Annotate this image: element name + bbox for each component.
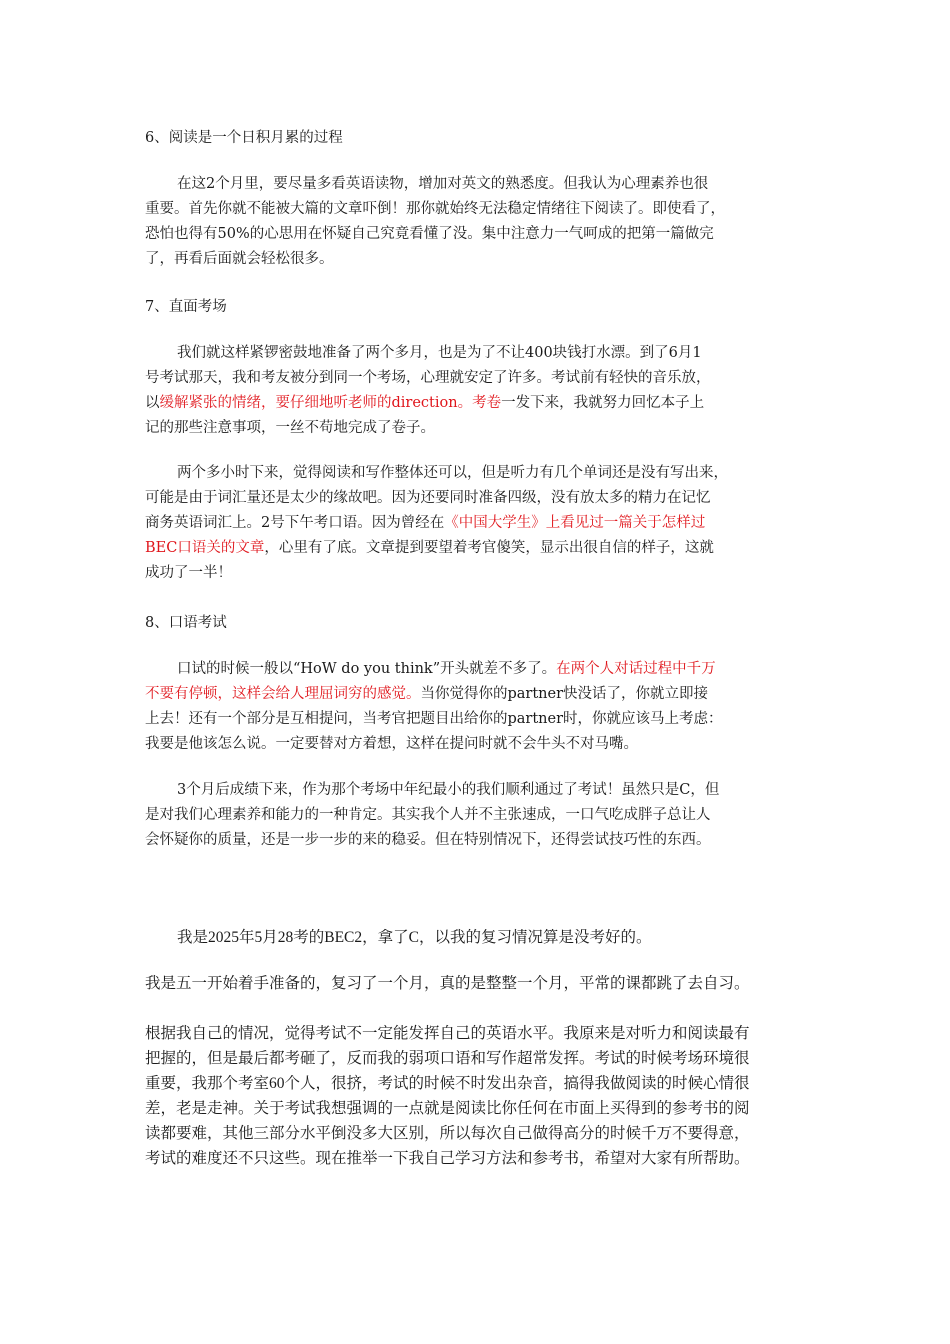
section-8-paragraph-1: [145, 657, 805, 757]
text-line: 我要是他该怎么说。一定要替对方着想，这样在提问时就不会牛头不对马嘴。: [145, 736, 638, 752]
text-line: 成功了一半！: [145, 565, 232, 581]
part-2-paragraph-2: [145, 971, 805, 996]
text-line: 根据我自己的情况，觉得考试不一定能发挥自己的英语水平。我原来是对听力和阅读最有: [145, 1025, 750, 1042]
text-line: [145, 511, 805, 536]
text-line: [145, 391, 805, 416]
text-line: 差，老是走神。关于考试我想强调的一点就是阅读比你任何在市面上买得到的参考书的阅: [145, 1100, 750, 1117]
text-run: ，心里有了底。文章提到要望着考官傻笑，显示出很自信的样子，这就: [264, 540, 714, 556]
text-line: 把握的，但是最后都考砸了，反而我的弱项口语和写作超常发挥。考试的时候考场环境很: [145, 1050, 750, 1067]
section-6-paragraph: [145, 172, 805, 272]
section-6-heading: 6、阅读是一个日积月累的过程: [145, 130, 343, 146]
text-run: 商务英语词汇上。2号下午考口语。因为曾经在: [145, 515, 445, 531]
text-line: 重要。首先你就不能被大篇的文章吓倒！那你就始终无法稳定情绪往下阅读了。即使看了，: [145, 201, 725, 217]
text-line: 上去！还有一个部分是互相提问，当考官把题目出给你的partner时，你就应该马上考虑：: [145, 711, 723, 727]
text-line: 在这2个月里，要尽量多看英语读物，增加对英文的熟悉度。但我认为心理素养也很: [177, 176, 709, 192]
highlighted-text: BEC口语关的文章: [145, 540, 265, 556]
section-8-heading: 8、口语考试: [145, 615, 227, 631]
highlighted-text: 缓解紧张的情绪，要仔细地听老师的direction。考卷: [159, 395, 502, 411]
text-run: 一发下来，我就努力回忆本子上: [501, 395, 705, 411]
text-line: 考试的难度还不只这些。现在推举一下我自己学习方法和参考书，希望对大家有所帮助。: [145, 1150, 750, 1167]
text-line: 两个多小时下来，觉得阅读和写作整体还可以，但是听力有几个单词还是没有写出来，: [177, 465, 728, 481]
section-7-heading: 7、直面考场: [145, 299, 227, 315]
text-line: 读都要难，其他三部分水平倒没多大区别，所以每次自己做得高分的时候千万不要得意，: [145, 1125, 750, 1142]
highlighted-text: 《中国大学生》上看见过一篇关于怎样过: [444, 515, 706, 531]
part-2-paragraph-1: [145, 925, 805, 950]
text-line: [145, 682, 805, 707]
text-line: 恐怕也得有50%的心思用在怀疑自己究竟看懂了没。集中注意力一气呵成的把第一篇做完: [145, 226, 714, 242]
text-line: 我是五一开始着手准备的，复习了一个月，真的是整整一个月，平常的课都跳了去自习。: [145, 975, 750, 992]
section-7-paragraph-2: [145, 461, 805, 586]
text-run: 当你觉得你的partner快没话了，你就立即接: [420, 686, 709, 702]
text-line: 可能是由于词汇量还是太少的缘故吧。因为还要同时准备四级，没有放太多的精力在记忆: [145, 490, 711, 506]
text-line: [145, 657, 805, 682]
part-2-paragraph-3: [145, 1021, 805, 1171]
text-line: 重要，我那个考室60个人，很挤，考试的时候不时发出杂音，搞得我做阅读的时候心情很: [145, 1075, 750, 1092]
highlighted-text: 在两个人对话过程中千万: [556, 661, 716, 677]
section-8-paragraph-2: [145, 778, 805, 853]
text-line: 记的那些注意事项，一丝不苟地完成了卷子。: [145, 420, 435, 436]
text-line: 我们就这样紧锣密鼓地准备了两个多月，也是为了不让400块钱打水漂。到了6月1: [177, 345, 702, 361]
text-line: 3个月后成绩下来，作为那个考场中年纪最小的我们顺利通过了考试！虽然只是C，但: [177, 782, 720, 798]
text-run: 以: [145, 395, 160, 411]
text-line: 我是2025年5月28考的BEC2，拿了C，以我的复习情况算是没考好的。: [177, 929, 652, 946]
text-run: 口试的时候一般以“HoW do you think”开头就差不多了。: [177, 661, 557, 677]
text-line: 是对我们心理素养和能力的一种肯定。其实我个人并不主张速成，一口气吃成胖子总让人: [145, 807, 711, 823]
text-line: [145, 536, 805, 561]
text-line: 了，再看后面就会轻松很多。: [145, 251, 334, 267]
text-line: 号考试那天，我和考友被分到同一个考场，心理就安定了许多。考试前有轻快的音乐放，: [145, 370, 711, 386]
text-line: 会怀疑你的质量，还是一步一步的来的稳妥。但在特别情况下，还得尝试技巧性的东西。: [145, 832, 711, 848]
highlighted-text: 不要有停顿，这样会给人理屈词穷的感觉。: [145, 686, 421, 702]
section-7-paragraph-1: [145, 341, 805, 441]
